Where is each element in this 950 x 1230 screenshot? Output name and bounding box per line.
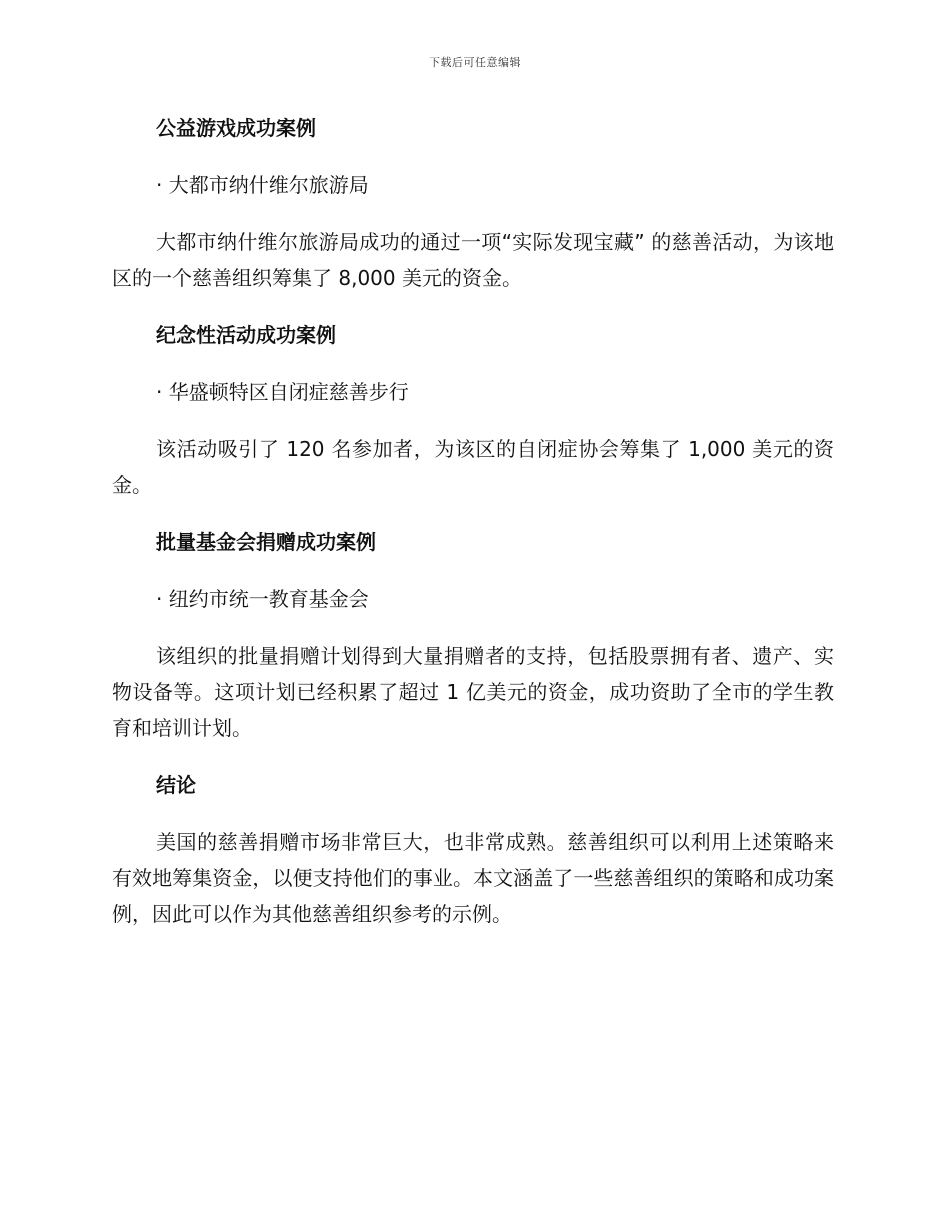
bullet-nyc-education-fund: · 纽约市统一教育基金会 xyxy=(156,587,369,611)
section-heading-charity-game: 公益游戏成功案例 xyxy=(156,116,316,140)
paragraph-autism-walk-case: 该活动吸引了 120 名参加者，为该区的自闭症协会筹集了 1,000 美元的资金。 xyxy=(112,437,834,497)
paragraph-nyc-fund-case: 该组织的批量捐赠计划得到大量捐赠者的支持，包括股票拥有者、遗产、实物设备等。这项计划已经积累了超过 1 亿美元的资金，成功资助了全市的学生教育和培训计划。 xyxy=(112,644,834,740)
bullet-nashville-tourism: · 大都市纳什维尔旅游局 xyxy=(156,173,369,197)
document-body xyxy=(112,110,834,953)
section-heading-bulk-foundation: 批量基金会捐赠成功案例 xyxy=(156,530,376,554)
section-heading-conclusion: 结论 xyxy=(156,773,196,797)
section-heading-memorial-event: 纪念性活动成功案例 xyxy=(156,323,336,347)
paragraph-conclusion: 美国的慈善捐赠市场非常巨大，也非常成熟。慈善组织可以利用上述策略来有效地筹集资金，以便支持他们的事业。本文涵盖了一些慈善组织的策略和成功案例，因此可以作为其他慈善组织参考的示例。 xyxy=(112,830,834,926)
bullet-dc-autism-walk: · 华盛顿特区自闭症慈善步行 xyxy=(156,380,409,404)
page-header: 下载后可任意编辑 xyxy=(429,56,521,69)
paragraph-nashville-case: 大都市纳什维尔旅游局成功的通过一项“实际发现宝藏” 的慈善活动，为该地区的一个慈善组织筹集了 8,000 美元的资金。 xyxy=(112,230,834,290)
